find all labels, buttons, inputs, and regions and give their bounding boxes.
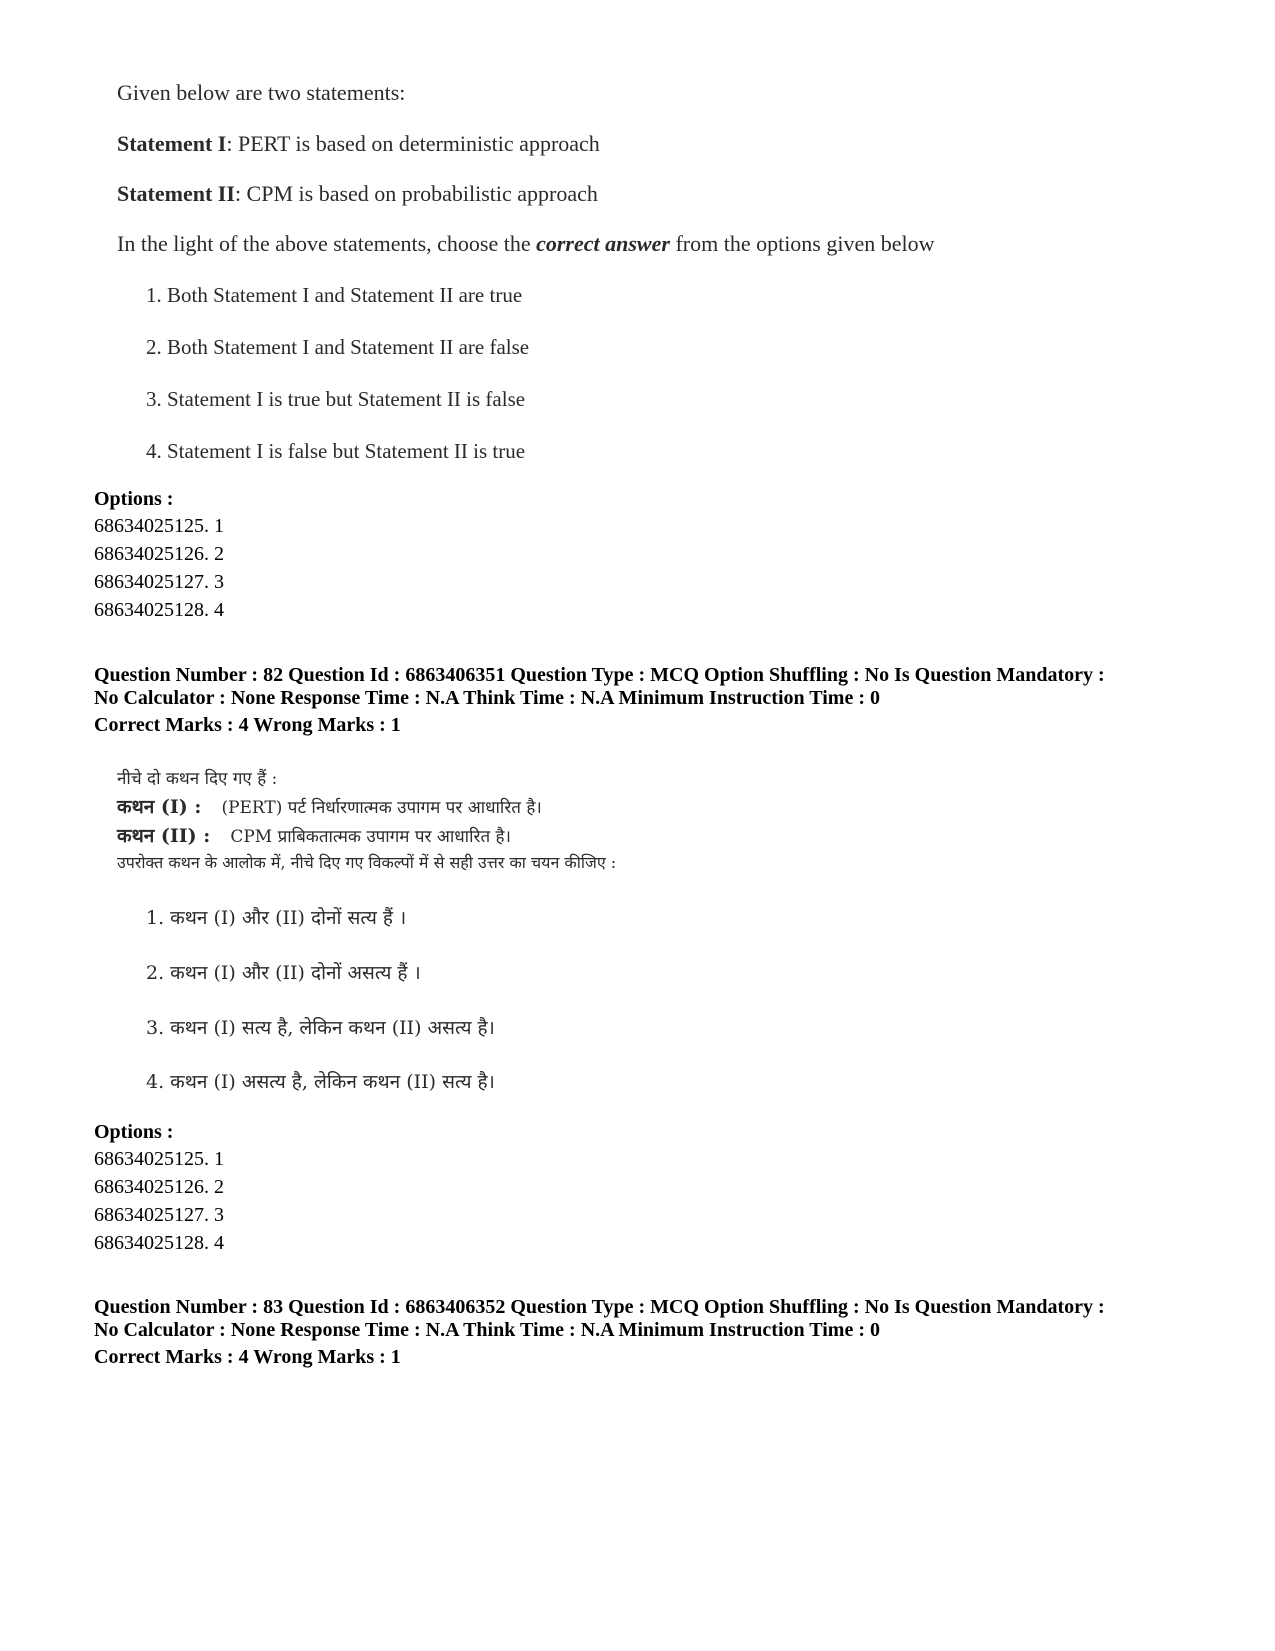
question-intro-hindi: नीचे दो कथन दिए गए हैं : [117, 769, 278, 789]
option-id: 68634025127. 3 [94, 571, 224, 593]
choice-item-hindi: 2. कथन (I) और (II) दोनों असत्य हैं । [146, 962, 421, 984]
choice-item: 2. Both Statement I and Statement II are false [146, 335, 530, 359]
choice-item-hindi: 1. कथन (I) और (II) दोनों सत्य हैं । [146, 907, 407, 929]
question-meta-line-2: No Calculator : None Response Time : N.A Think Time : N.A Minimum Instruction Time : 0 [94, 1319, 880, 1341]
choice-item: 3. Statement I is true but Statement II is false [146, 387, 526, 411]
statement-2-hindi [117, 822, 511, 848]
instruction-emphasis: correct answer [536, 231, 670, 256]
statement-2-text-hindi: CPM प्राबिकतात्मक उपागम पर आधारित है। [230, 827, 512, 847]
question-meta-line-1: Question Number : 82 Question Id : 6863406351 Question Type : MCQ Option Shuffling : No Is Question Mandatory : [94, 664, 1105, 686]
statement-2-text: : CPM is based on probabilistic approach [234, 181, 598, 206]
option-id: 68634025125. 1 [94, 515, 224, 537]
question-meta-line-2: No Calculator : None Response Time : N.A Think Time : N.A Minimum Instruction Time : 0 [94, 687, 880, 709]
statement-1-text: : PERT is based on deterministic approach [226, 131, 600, 156]
instruction-post: from the options given below [669, 231, 935, 256]
question-instruction [117, 231, 935, 257]
statement-1-text-hindi: (PERT) पर्ट निर्धारणात्मक उपागम पर आधारित है। [221, 798, 542, 818]
statement-2-label-hindi: कथन (II) : [117, 825, 211, 847]
statement-1-label: Statement I [117, 131, 227, 156]
question-intro: Given below are two statements: [117, 80, 406, 105]
option-id: 68634025127. 3 [94, 1204, 224, 1226]
choice-item: 1. Both Statement I and Statement II are true [146, 283, 523, 307]
option-id: 68634025128. 4 [94, 1232, 224, 1254]
option-id: 68634025125. 1 [94, 1148, 224, 1170]
options-label: Options : [94, 488, 174, 510]
choice-item: 4. Statement I is false but Statement II is true [146, 439, 526, 463]
statement-1-hindi [117, 793, 542, 819]
statement-1-label-hindi: कथन (I) : [117, 796, 202, 818]
question-marks: Correct Marks : 4 Wrong Marks : 1 [94, 714, 401, 736]
option-id: 68634025128. 4 [94, 599, 224, 621]
option-id: 68634025126. 2 [94, 543, 224, 565]
statement-2 [117, 181, 598, 207]
instruction-pre: In the light of the above statements, choose the [117, 231, 537, 256]
question-instruction-hindi: उपरोक्त कथन के आलोक में, नीचे दिए गए विकल्पों में से सही उत्तर का चयन कीजिए : [117, 853, 617, 872]
option-id: 68634025126. 2 [94, 1176, 224, 1198]
statement-2-label: Statement II [117, 181, 235, 206]
question-marks: Correct Marks : 4 Wrong Marks : 1 [94, 1346, 401, 1368]
options-label: Options : [94, 1121, 174, 1143]
question-meta-line-1: Question Number : 83 Question Id : 6863406352 Question Type : MCQ Option Shuffling : No Is Question Mandatory : [94, 1296, 1105, 1318]
statement-1 [117, 131, 600, 157]
choice-item-hindi: 3. कथन (I) सत्य है, लेकिन कथन (II) असत्य है। [146, 1017, 495, 1039]
choice-item-hindi: 4. कथन (I) असत्य है, लेकिन कथन (II) सत्य है। [146, 1071, 495, 1093]
